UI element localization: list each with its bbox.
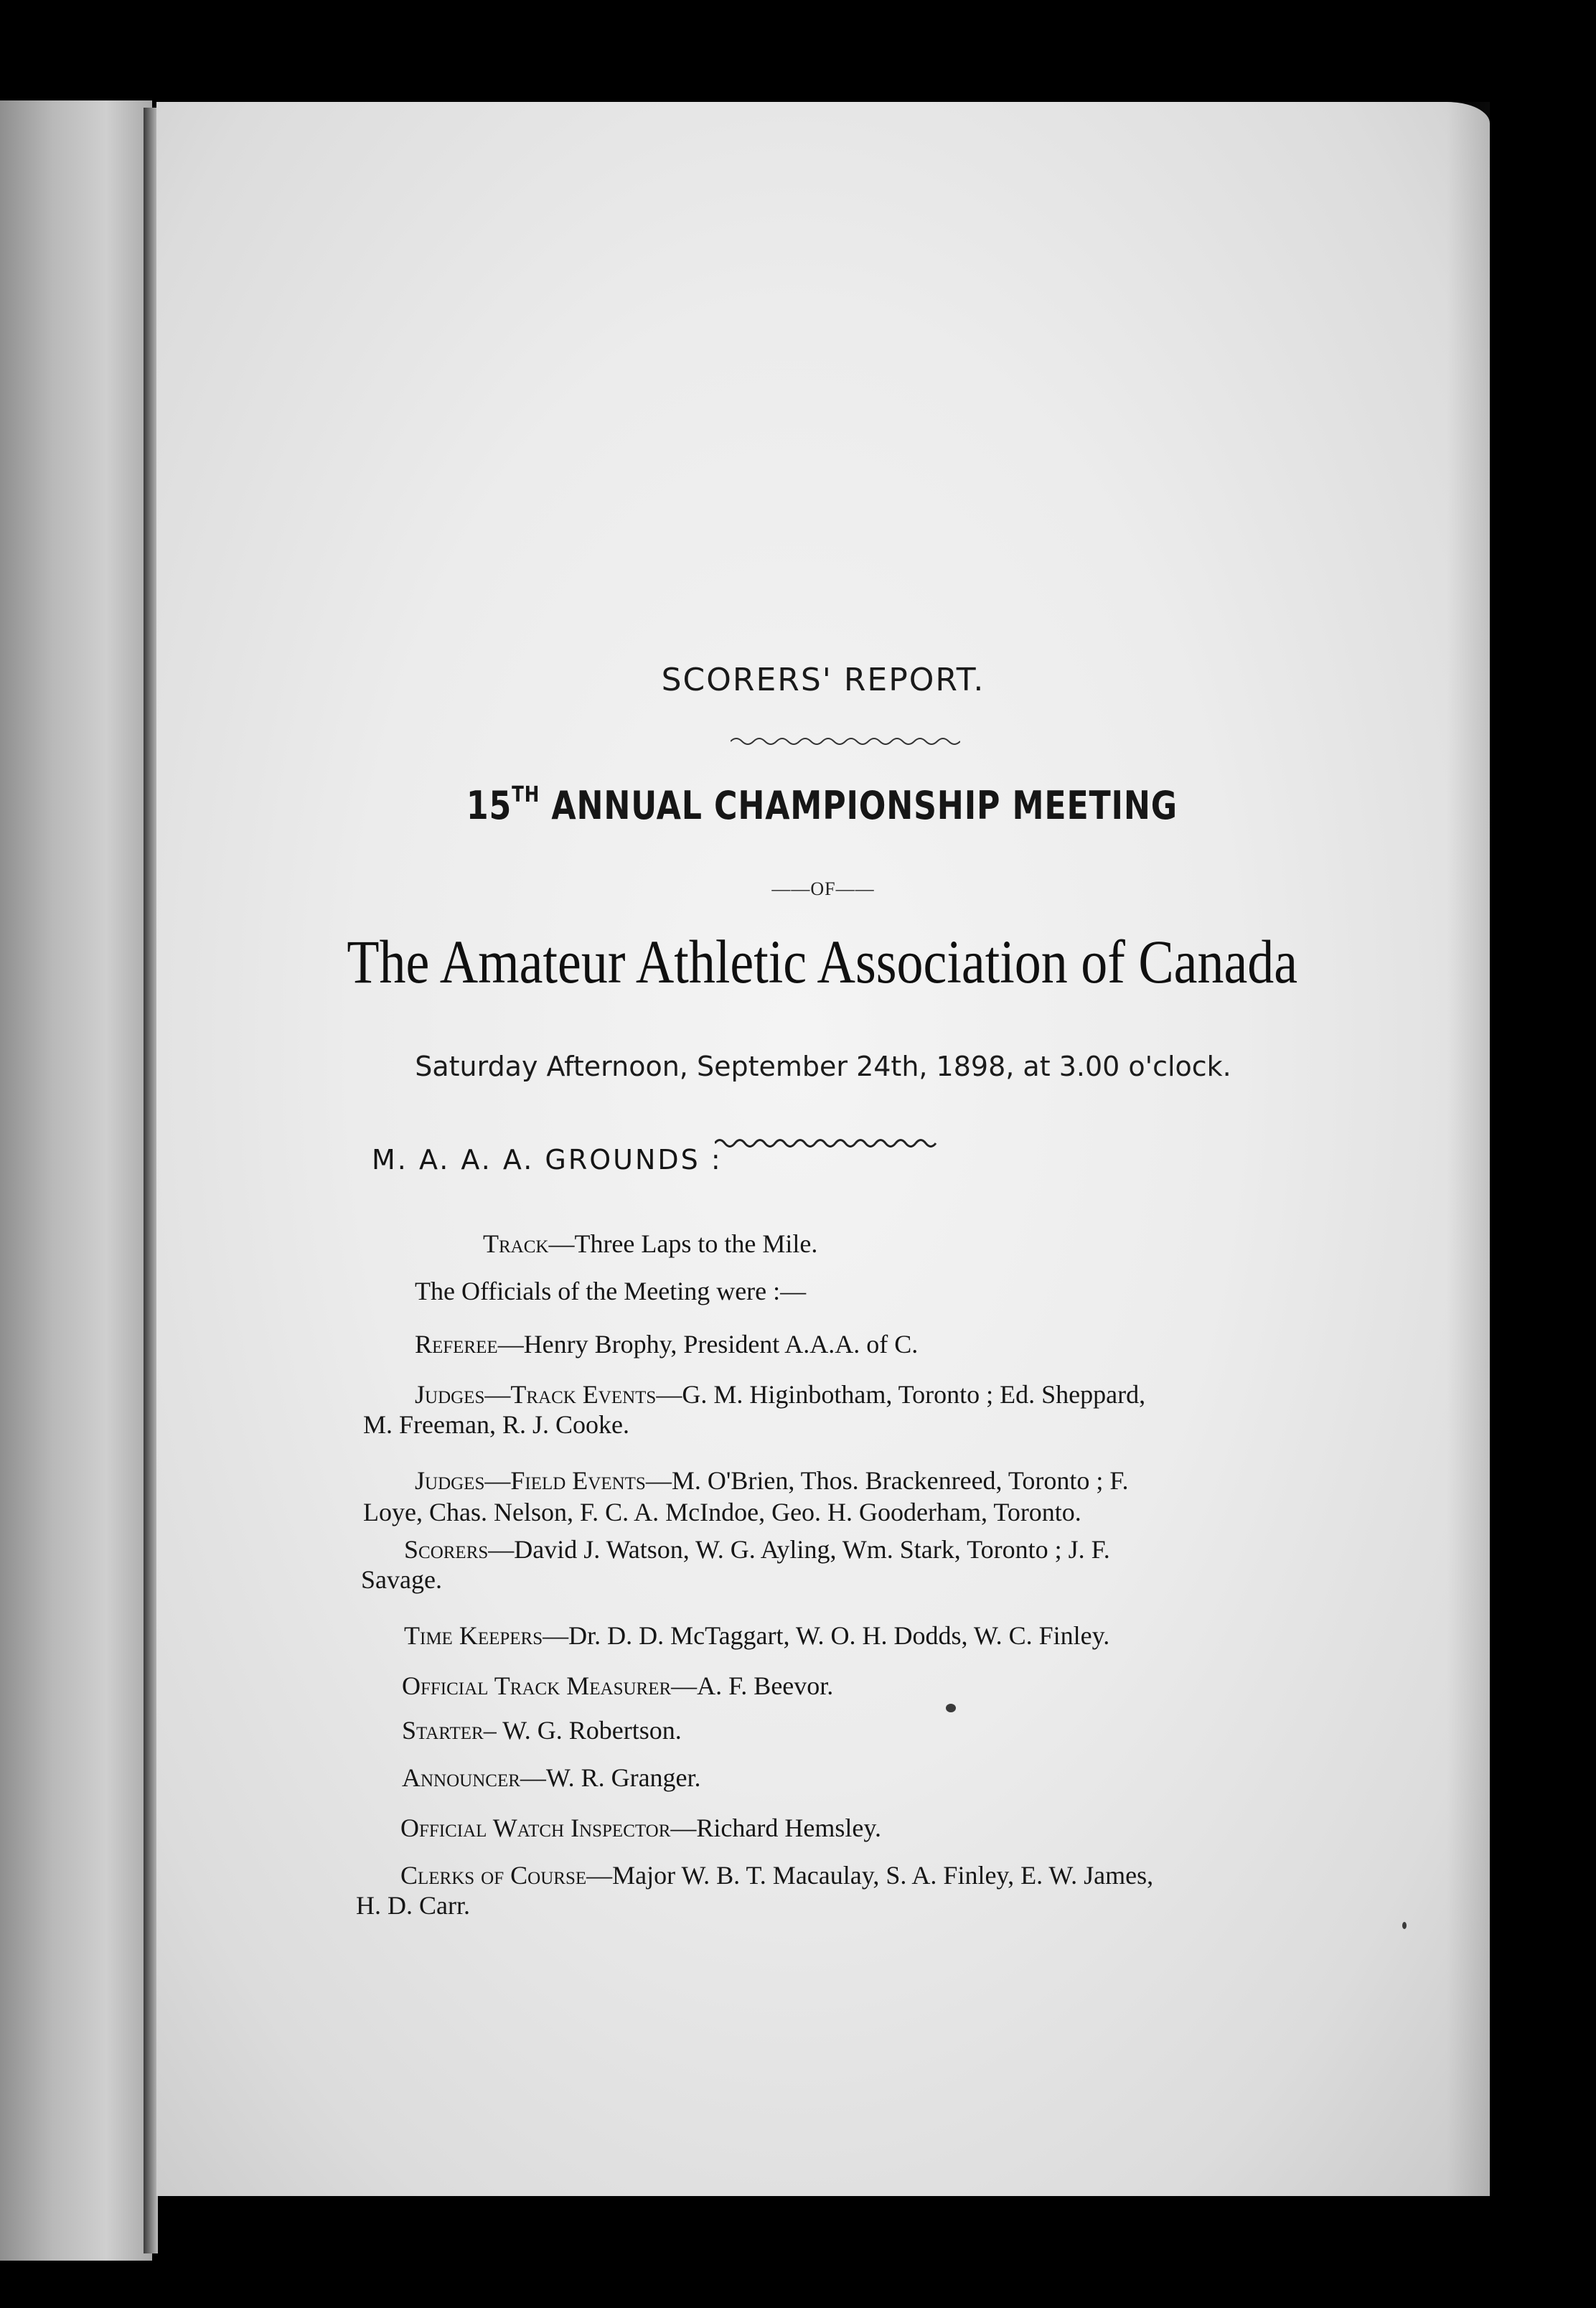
announcer-text: —W. R. Granger. [520,1763,701,1792]
timekeepers-text: —Dr. D. D. McTaggart, W. O. H. Dodds, W. C. Finley. [543,1621,1110,1650]
meeting-ordinal: 15 [466,783,512,828]
judges-field-text: —M. O'Brien, Thos. Brackenreed, Toronto ; F. [645,1466,1129,1495]
timekeepers-label: Time Keepers [404,1621,543,1650]
page-content [156,102,1490,2196]
track-text: —Three Laps to the Mile. [548,1229,818,1258]
judges-track-entry [415,1379,1145,1409]
facing-page-edge [0,100,152,2261]
meeting-ordinal-suffix: TH [512,782,540,807]
decorative-rule-bottom [715,1135,937,1151]
clerks-label: Clerks of Course [400,1861,587,1890]
report-title: SCORERS' REPORT. [661,662,985,698]
scorers-text: —David J. Watson, W. G. Ayling, Wm. Stark, Toronto ; J. F. [488,1535,1110,1564]
meeting-date: Saturday Afternoon, September 24th, 1898, at 3.00 o'clock. [415,1051,1231,1082]
meeting-title [276,782,1369,828]
watch-inspector-text: —Richard Hemsley. [670,1814,882,1842]
grounds-heading: M. A. A. A. GROUNDS : [372,1144,723,1176]
meeting-title-text: ANNUAL CHAMPIONSHIP MEETING [540,783,1178,828]
judges-field-entry [415,1465,1129,1496]
scorers-label: Scorers [404,1535,489,1564]
announcer-entry [402,1763,701,1793]
judges-track-continuation: M. Freeman, R. J. Cooke. [363,1410,629,1439]
starter-entry [402,1715,682,1745]
clerks-continuation: H. D. Carr. [356,1891,470,1920]
document-page [156,102,1490,2196]
book-gutter [144,108,158,2253]
scorers-continuation: Savage. [361,1565,442,1594]
referee-label: Referee [415,1330,498,1359]
referee-text: —Henry Brophy, President A.A.A. of C. [497,1330,919,1359]
starter-text: – W. G. Robertson. [483,1716,682,1745]
ink-speck [946,1704,956,1712]
judges-field-continuation: Loye, Chas. Nelson, F. C. A. McIndoe, Geo. H. Gooderham, Toronto. [363,1498,1081,1526]
track-entry [483,1229,817,1259]
ink-speck [1402,1922,1407,1929]
clerks-text: —Major W. B. T. Macaulay, S. A. Finley, E. W. James, [586,1861,1154,1890]
watch-inspector-label: Official Watch Inspector [400,1814,671,1842]
judges-track-text: —G. M. Higinbotham, Toronto ; Ed. Sheppard, [656,1380,1146,1409]
referee-entry [415,1329,918,1359]
decorative-rule-top [731,733,960,749]
announcer-label: Announcer [402,1763,520,1792]
watch-inspector-entry [400,1813,881,1843]
track-label: Track [483,1229,549,1258]
clerks-entry [400,1860,1153,1890]
measurer-text: —A. F. Beevor. [671,1671,834,1700]
judges-field-label: Judges—Field Events [415,1466,646,1495]
of-separator: ——OF—— [771,878,875,899]
measurer-label: Official Track Measurer [402,1671,672,1700]
timekeepers-entry [404,1620,1109,1651]
officials-intro: The Officials of the Meeting were :— [415,1277,807,1305]
measurer-entry [402,1671,833,1701]
association-name: The Amateur Athletic Association of Canada [347,927,1298,996]
scorers-entry [404,1534,1110,1565]
judges-track-label: Judges—Track Events [415,1380,657,1409]
starter-label: Starter [402,1716,484,1745]
